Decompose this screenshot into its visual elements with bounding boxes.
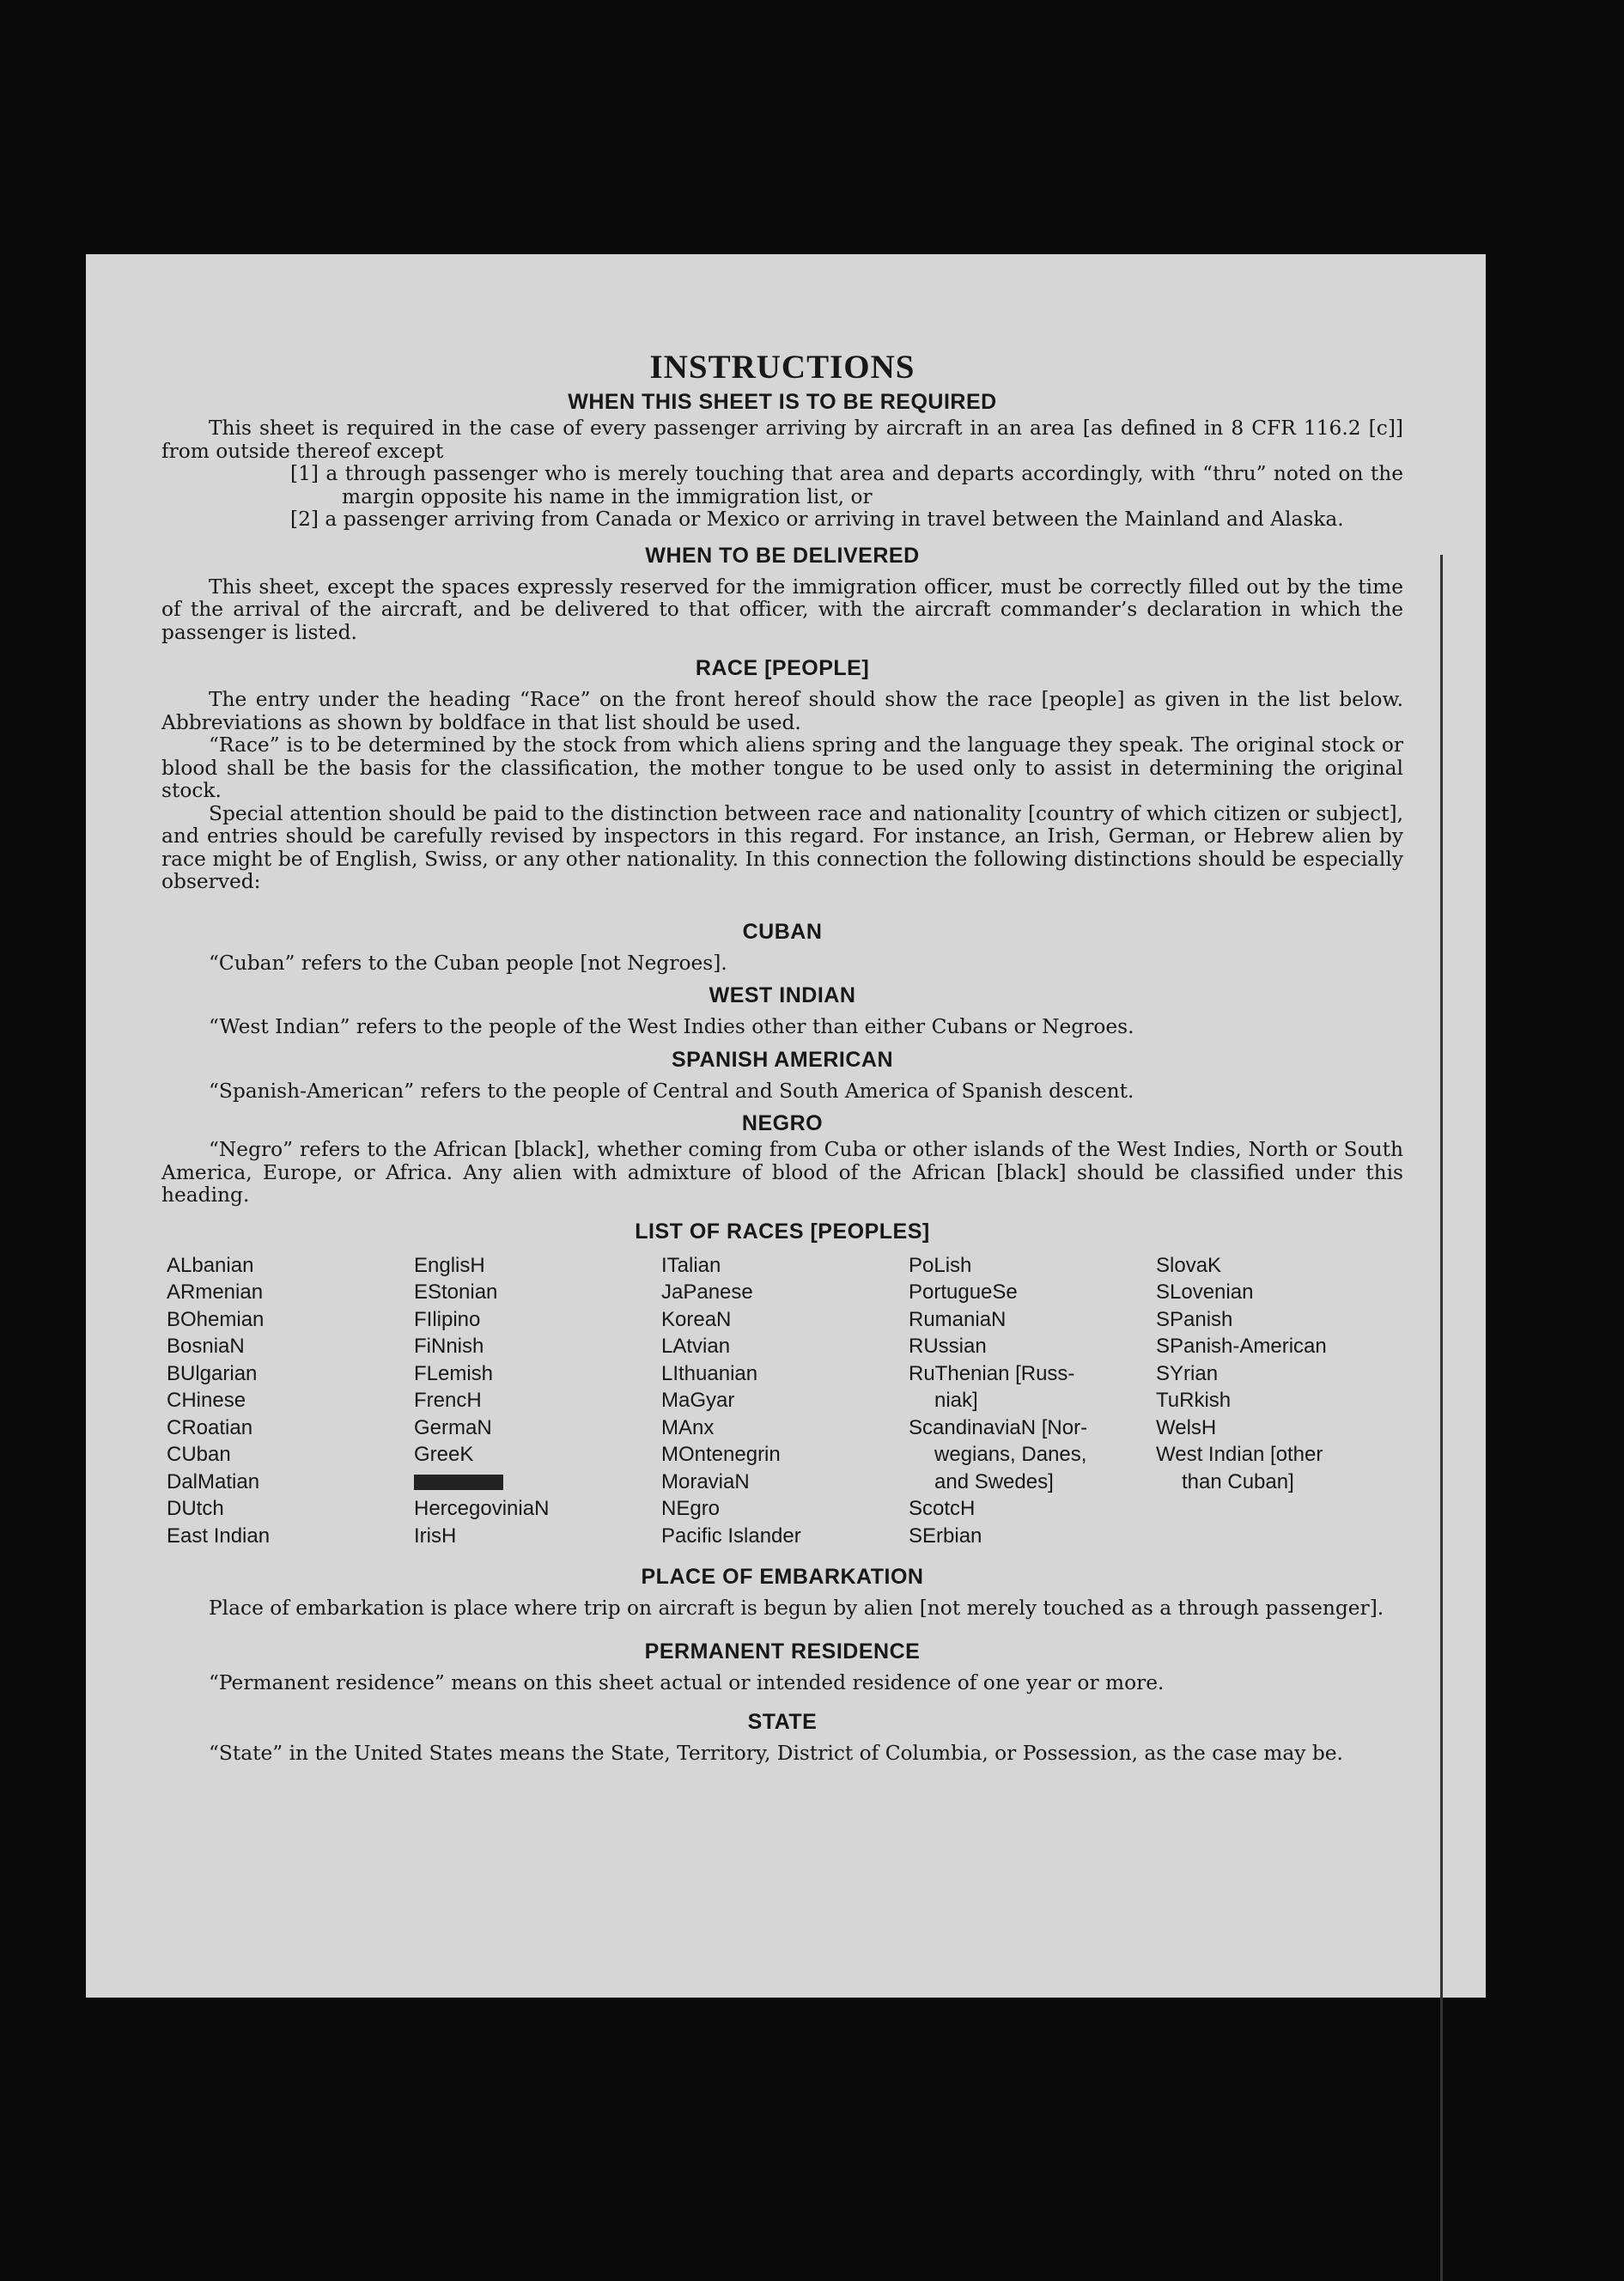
race-entry: SPanish — [1156, 1307, 1233, 1331]
race-entry: ScandinaviaN [Nor- — [909, 1415, 1088, 1439]
race-entry: FiNnish — [414, 1335, 484, 1358]
race-entry: SErbian — [909, 1524, 982, 1548]
race-entry: TuRkish — [1156, 1389, 1232, 1412]
race-entry-continued: and Swedes] — [934, 1469, 1054, 1493]
race-entry: BUlgarian — [167, 1361, 258, 1385]
race-entry: CRoatian — [167, 1415, 253, 1439]
heading-west-indian: WEST INDIAN — [709, 983, 856, 1007]
heading-negro: NEGRO — [741, 1111, 824, 1135]
race-entry: LAtvian — [661, 1335, 731, 1358]
race-paragraph-3: Special attention should be paid to the distinction between race and nationality [country of which citizen or subject], and entries should be carefully revised by inspectors in this regard. For instance, an Irish, German, or Hebrew alien by race might be of English, Swiss, or any other nationality. In this connection the following distinctions should be especially observed: — [161, 801, 1403, 893]
race-entry: FLemish — [414, 1361, 494, 1385]
race-entry: CUban — [167, 1443, 231, 1466]
race-entry: MOntenegrin — [661, 1443, 781, 1466]
race-entry: ITalian — [661, 1253, 721, 1277]
race-entry: BOhemian — [167, 1307, 265, 1331]
race-entry: EnglisH — [414, 1253, 485, 1277]
race-column-5 — [1156, 1252, 1403, 1550]
required-item-2: [2] a passenger arriving from Canada or Mexico or arriving in travel between the Mainland and Alaska. — [290, 508, 1344, 531]
heading-embarkation: PLACE OF EMBARKATION — [641, 1565, 924, 1589]
race-entry: FIlipino — [414, 1307, 481, 1331]
race-entry: MaGyar — [661, 1389, 735, 1412]
heading-delivered: WHEN TO BE DELIVERED — [645, 543, 920, 568]
race-entry: SPanish-American — [1156, 1335, 1327, 1358]
heading-permanent-residence: PERMANENT RESIDENCE — [644, 1639, 921, 1664]
race-list — [167, 1252, 1403, 1550]
race-entry: Pacific Islander — [661, 1524, 801, 1548]
race-entry: EStonian — [414, 1280, 498, 1304]
race-entry: SlovaK — [1156, 1253, 1222, 1277]
race-column-4 — [909, 1252, 1156, 1550]
heading-list-of-races: LIST OF RACES [PEOPLES] — [635, 1219, 930, 1244]
heading-spanish-american: SPANISH AMERICAN — [671, 1047, 893, 1072]
race-entry: WelsH — [1156, 1415, 1217, 1439]
race-entry: PoLish — [909, 1253, 972, 1277]
cuban-text: “Cuban” refers to the Cuban people [not Negroes]. — [209, 951, 727, 975]
race-entry: HercegoviniaN — [414, 1497, 550, 1520]
race-entry-continued: than Cuban] — [1182, 1469, 1294, 1493]
race-entry: GermaN — [414, 1415, 492, 1439]
page-title: INSTRUCTIONS — [649, 349, 915, 386]
race-entry: CHinese — [167, 1389, 246, 1412]
race-column-1 — [167, 1252, 414, 1550]
race-paragraph-1: The entry under the heading “Race” on the front hereof should show the race [people] as given in the list below. Abbreviations as shown by boldface in that list should be used. — [161, 688, 1403, 734]
heading-state: STATE — [747, 1710, 818, 1734]
race-paragraph-2: “Race” is to be determined by the stock from which aliens spring and the language they speak. The original stock or blood shall be the basis for the classification, the mother tongue to be used only to assist in determining the original stock. — [161, 733, 1403, 802]
race-entry: RumaniaN — [909, 1307, 1007, 1331]
state-text: “State” in the United States means the State, Territory, District of Columbia, or Possession, as the case may be. — [209, 1742, 1343, 1765]
west-indian-text: “West Indian” refers to the people of the West Indies other than either Cubans or Negroes. — [209, 1015, 1134, 1038]
race-entry: LIthuanian — [661, 1361, 758, 1385]
race-entry: KoreaN — [661, 1307, 732, 1331]
race-entry: MAnx — [661, 1415, 715, 1439]
redacted-entry — [414, 1469, 661, 1496]
race-entry-continued: wegians, Danes, — [934, 1443, 1087, 1466]
race-entry: NEgro — [661, 1497, 721, 1520]
race-entry: East Indian — [167, 1524, 271, 1548]
heading-required: WHEN THIS SHEET IS TO BE REQUIRED — [568, 390, 997, 414]
required-intro: This sheet is required in the case of every passenger arriving by aircraft in an area [as defined in 8 CFR 116.2 [c]] from outside thereof except — [161, 417, 1403, 463]
spanish-american-text: “Spanish-American” refers to the people of Central and South America of Spanish descent. — [209, 1079, 1134, 1103]
document-page — [86, 254, 1486, 1998]
race-entry: SYrian — [1156, 1361, 1219, 1385]
race-entry: RUssian — [909, 1335, 987, 1358]
required-item-1: [1] a through passenger who is merely touching that area and departs accordingly, with “thru” noted on the margin opposite his name in the immigration list, or — [290, 462, 1403, 508]
embarkation-text: Place of embarkation is place where trip on aircraft is begun by alien [not merely touched as a through passenger]. — [209, 1597, 1384, 1620]
delivered-text: This sheet, except the spaces expressly reserved for the immigration officer, must be correctly filled out by the time of the arrival of the aircraft, and be delivered to that officer, with the aircraft commander’s declaration in which the passenger is listed. — [161, 575, 1403, 644]
race-entry: West Indian [other — [1156, 1443, 1323, 1466]
race-entry: RuThenian [Russ- — [909, 1361, 1075, 1385]
race-entry: MoraviaN — [661, 1469, 750, 1493]
race-column-2 — [414, 1252, 661, 1550]
heading-cuban: CUBAN — [742, 919, 823, 944]
race-entry: ALbanian — [167, 1253, 254, 1277]
race-entry: ARmenian — [167, 1280, 264, 1304]
race-entry: DUtch — [167, 1497, 224, 1520]
residence-text: “Permanent residence” means on this sheet actual or intended residence of one year or more. — [209, 1670, 1165, 1694]
race-entry-continued: niak] — [934, 1389, 978, 1412]
heading-race: RACE [PEOPLE] — [695, 656, 870, 680]
race-entry: GreeK — [414, 1443, 474, 1466]
race-column-3 — [661, 1252, 909, 1550]
race-entry: IrisH — [414, 1524, 457, 1548]
race-entry: DalMatian — [167, 1469, 260, 1493]
race-entry: BosniaN — [167, 1335, 245, 1358]
race-entry: JaPanese — [661, 1280, 753, 1304]
race-entry: ScotcH — [909, 1497, 976, 1520]
page-edge — [1440, 555, 1486, 2281]
race-entry: SLovenian — [1156, 1280, 1254, 1304]
negro-text: “Negro” refers to the African [black], whether coming from Cuba or other islands of the West Indies, North or South America, Europe, or Africa. Any alien with admixture of blood of the African [black] should be classified under this heading. — [161, 1138, 1403, 1207]
race-entry: PortugueSe — [909, 1280, 1018, 1304]
redaction-mark — [414, 1475, 503, 1490]
race-entry: FrencH — [414, 1389, 482, 1412]
